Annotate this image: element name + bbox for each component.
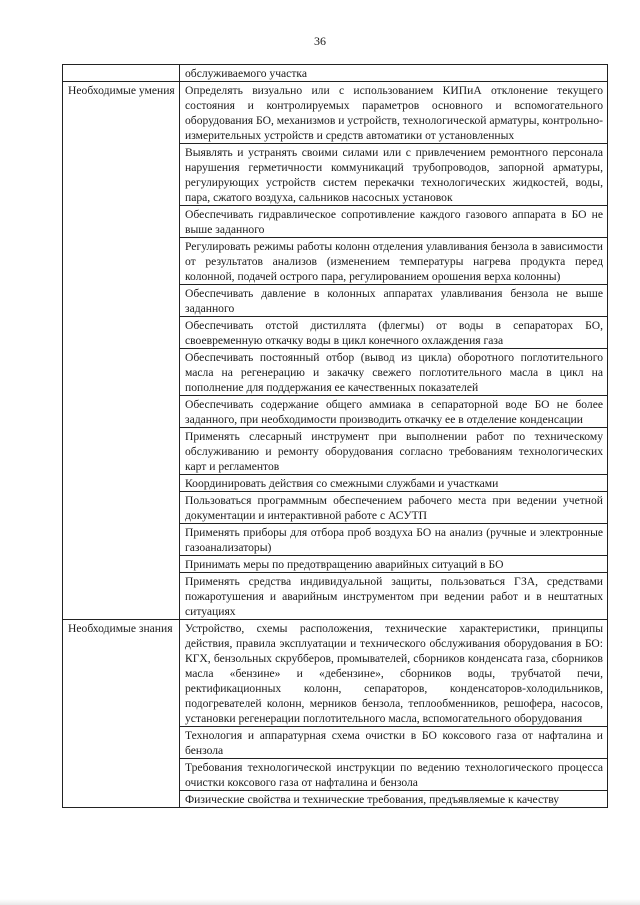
row-text: Применять средства индивидуальной защиты, пользоваться ГЗА, средствами пожаротушения и аварийным инструментом при ведении работ и в нештатных ситуациях — [180, 573, 608, 620]
table-row — [63, 620, 608, 727]
row-text: Обеспечивать отстой дистиллята (флегмы) от воды в сепараторах БО, своевременную откачку воды в цикл конечного охлаждения газа — [180, 317, 608, 349]
row-text: Устройство, схемы расположения, технические характеристики, принципы действия, правила эксплуатации и технического обслуживания оборудования в БО: КГХ, бензольных скрубберов, промывателей, сборников конденсата газа, сборников масла «бензине» и «дебензине», сборников воды, трубчатой печи, ректификационных колонн, сепараторов, конденсаторов-холодильников, подогревателей колонн, мерников бензола, теплообменников, решофера, насосов, установки регенерации поглотительного масла, вспомогательного оборудования — [180, 620, 608, 727]
row-text: Требования технологической инструкции по ведению технологического процесса очистки коксового газа от нафталина и бензола — [180, 759, 608, 791]
table-row — [63, 65, 608, 82]
table-body — [63, 65, 608, 808]
page-number: 36 — [314, 34, 326, 48]
row-text: Принимать меры по предотвращению аварийных ситуаций в БО — [180, 556, 608, 573]
row-text: Определять визуально или с использованием КИПиА отклонение текущего состояния и контролируемых параметров основного и вспомогательного оборудования БО, механизмов и устройств, технологической арматуры, контрольно-измерительных устройств и средств автоматики от установленных — [180, 82, 608, 144]
row-label — [63, 65, 180, 82]
row-text: Координировать действия со смежными службами и участками — [180, 475, 608, 492]
row-text: Технология и аппаратурная схема очистки в БО коксового газа от нафталина и бензола — [180, 727, 608, 759]
row-text: Регулировать режимы работы колонн отделения улавливания бензола в зависимости от результатов анализов (изменением температуры нагрева продукта перед колонной, подачей острого пара, регулированием орошения верха колонны) — [180, 238, 608, 285]
qualification-table — [62, 64, 608, 808]
row-label: Необходимые знания — [63, 620, 180, 808]
row-text: Применять приборы для отбора проб воздуха БО на анализ (ручные и электронные газоанализаторы) — [180, 524, 608, 556]
row-text: Обеспечивать давление в колонных аппаратах улавливания бензола не выше заданного — [180, 285, 608, 317]
row-text: Обеспечивать гидравлическое сопротивление каждого газового аппарата в БО не выше заданного — [180, 206, 608, 238]
row-text: Физические свойства и технические требования, предъявляемые к качеству — [180, 791, 608, 808]
row-text: Пользоваться программным обеспечением рабочего места при ведении учетной документации и интерактивной работе с АСУТП — [180, 492, 608, 524]
row-text: Выявлять и устранять своими силами или с привлечением ремонтного персонала нарушения герметичности коммуникаций трубопроводов, запорной арматуры, регулирующих устройств систем перекачки технологических жидкостей, воды, пара, сжатого воздуха, сальников насосных установок — [180, 144, 608, 206]
row-text: Применять слесарный инструмент при выполнении работ по техническому обслуживанию и ремонту оборудования согласно требованиям технологических карт и регламентов — [180, 428, 608, 475]
row-label: Необходимые умения — [63, 82, 180, 620]
row-text: обслуживаемого участка — [180, 65, 608, 82]
row-text: Обеспечивать постоянный отбор (вывод из цикла) оборотного поглотительного масла на регенерацию и закачку свежего поглотительного масла в цикл на пополнение для поддержания ее качественных показателей — [180, 349, 608, 396]
scan-edge-shadow — [0, 899, 640, 905]
table-row — [63, 82, 608, 144]
row-text: Обеспечивать содержание общего аммиака в сепараторной воде БО не более заданного, при необходимости производить откачку ее в отделение конденсации — [180, 396, 608, 428]
